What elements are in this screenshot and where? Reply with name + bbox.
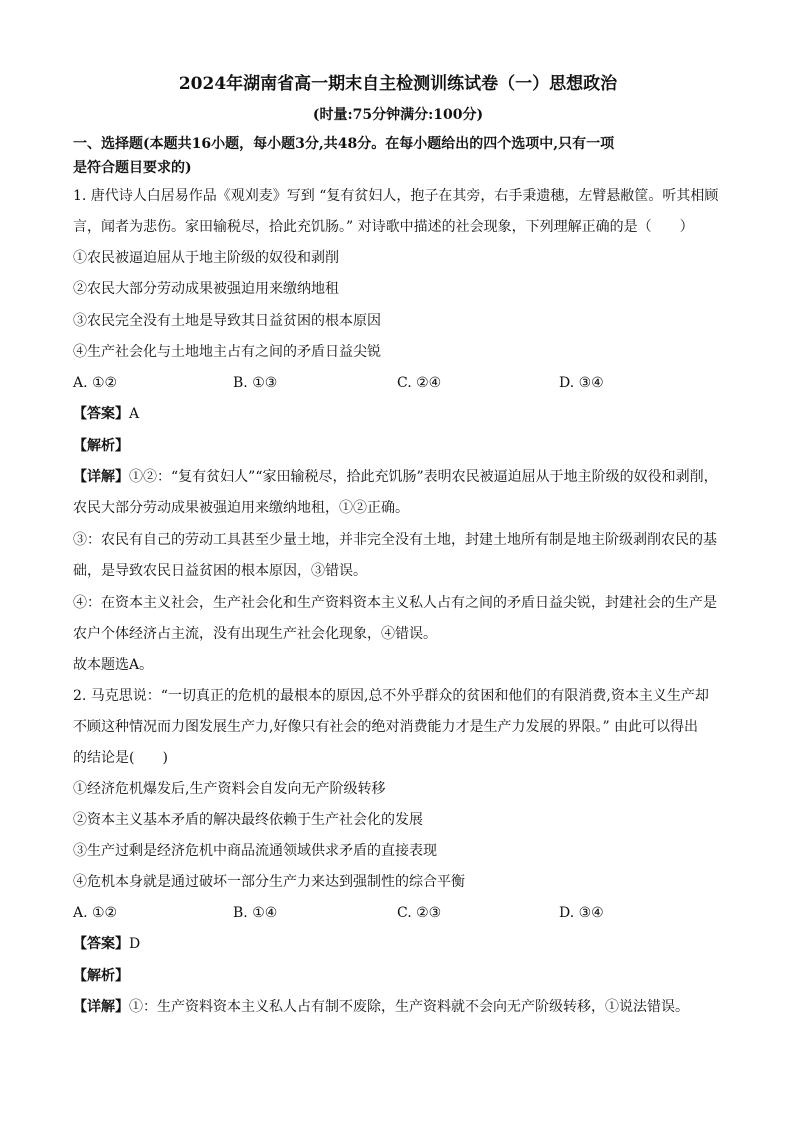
q1-detail-1-cont: 农民大部分劳动成果被强迫用来缴纳地租，①②正确。 <box>73 500 409 516</box>
q1-statement-1: ①农民被逼迫屈从于地主阶级的奴役和剥削 <box>73 250 339 266</box>
q1-option-a: A. ①② <box>73 375 118 391</box>
q2-statement-4: ④危机本身就是通过破坏一部分生产力来达到强制性的综合平衡 <box>73 874 465 890</box>
q2-analysis <box>73 966 723 986</box>
analysis-label: 【解析】 <box>73 438 129 454</box>
detail-text: ①②：“复有贫妇人”“家田输税尽，拾此充饥肠”表明农民被逼迫屈从于地主阶级的奴役和剥削， <box>129 469 718 485</box>
q2-stem: 2. 马克思说：“一切真正的危机的最根本的原因,总不外乎群众的贫困和他们的有限消费,资本主义生产却 <box>73 688 709 704</box>
q1-statement-4: ④生产社会化与土地地主占有之间的矛盾日益尖锐 <box>73 344 381 360</box>
section-heading: 一、选择题(本题共16小题，每小题3分,共48分。在每小题给出的四个选项中,只有一项 <box>73 136 615 152</box>
section-heading-cont: 是符合题目要求的) <box>73 160 192 176</box>
q1-detail-3: ④：在资本主义社会，生产社会化和生产资料资本主义私人占有之间的矛盾日益尖锐，封建社会的生产是 <box>73 595 717 611</box>
page-title: 2024年湖南省高一期末自主检测训练试卷（一）思想政治 <box>178 74 618 94</box>
q1-statement-3: ③农民完全没有土地是导致其日益贫困的根本原因 <box>73 313 381 329</box>
q2-answer <box>73 934 723 954</box>
q2-option-c: C. ②③ <box>397 905 442 921</box>
q1-detail-1 <box>73 467 723 487</box>
q2-option-d: D. ③④ <box>559 905 604 921</box>
exam-time-score: (时量:75分钟满分:100分) <box>312 107 484 123</box>
q1-answer <box>73 404 723 424</box>
q1-analysis <box>73 436 723 456</box>
q1-option-c: C. ②④ <box>397 375 442 391</box>
q2-statement-1: ①经济危机爆发后,生产资料会自发向无产阶级转移 <box>73 781 386 797</box>
analysis-label: 【解析】 <box>73 968 129 984</box>
answer-label: 【答案】 <box>73 406 129 422</box>
q1-detail-3-cont: 农户个体经济占主流，没有出现生产社会化现象，④错误。 <box>73 626 437 642</box>
q1-stem: 1. 唐代诗人白居易作品《观刈麦》写到 “复有贫妇人，抱子在其旁，右手秉遗穗，左臂悬敝筐。听其相顾 <box>73 188 719 204</box>
q1-conclusion: 故本题选A。 <box>73 657 154 673</box>
q1-option-d: D. ③④ <box>559 375 604 391</box>
q2-stem-end: 的结论是( ) <box>73 750 168 766</box>
detail-label: 【详解】 <box>73 469 129 485</box>
q2-stem-cont: 不顾这种情况而力图发展生产力,好像只有社会的绝对消费能力才是生产力发展的界限。” 由此可以得出 <box>73 719 699 735</box>
q2-statement-2: ②资本主义基本矛盾的解决最终依赖于生产社会化的发展 <box>73 812 423 828</box>
q2-option-b: B. ①④ <box>233 905 278 921</box>
q1-option-b: B. ①③ <box>233 375 278 391</box>
q2-option-a: A. ①② <box>73 905 118 921</box>
q1-detail-2: ③：农民有自己的劳动工具甚至少量土地，并非完全没有土地，封建土地所有制是地主阶级剥削农民的基 <box>73 532 717 548</box>
detail-label: 【详解】 <box>73 999 129 1015</box>
q1-stem-cont: 言，闻者为悲伤。家田输税尽，拾此充饥肠。” 对诗歌中描述的社会现象，下列理解正确的是（ ） <box>73 219 694 235</box>
q1-statement-2: ②农民大部分劳动成果被强迫用来缴纳地租 <box>73 281 339 297</box>
q2-detail-1 <box>73 997 723 1017</box>
detail-text: ①：生产资料资本主义私人占有制不废除，生产资料就不会向无产阶级转移，①说法错误。 <box>129 999 689 1015</box>
answer-value: A <box>129 406 140 422</box>
q1-detail-2-cont: 础，是导致农民日益贫困的根本原因，③错误。 <box>73 563 367 579</box>
answer-label: 【答案】 <box>73 936 129 952</box>
answer-value: D <box>129 936 141 952</box>
q2-statement-3: ③生产过剩是经济危机中商品流通领域供求矛盾的直接表现 <box>73 843 437 859</box>
